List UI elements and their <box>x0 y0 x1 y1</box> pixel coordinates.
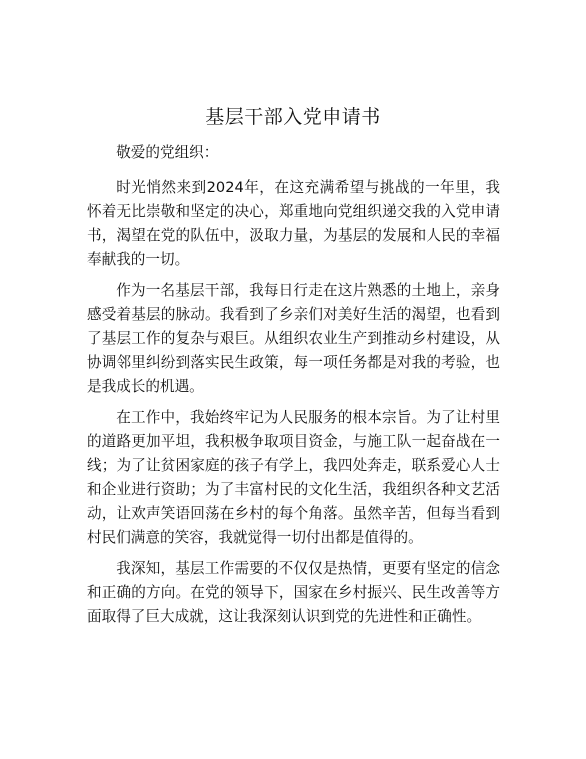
paragraph-1: 时光悄然来到2024年，在这充满希望与挑战的一年里，我怀着无比崇敬和坚定的决心，郑重地向党组织递交我的入党申请书，渴望在党的队伍中，汲取力量，为基层的发展和人民的幸福奉献我的一切。 <box>87 179 500 268</box>
paragraph-2: 作为一名基层干部，我每日行走在这片熟悉的土地上，亲身感受着基层的脉动。我看到了乡亲们对美好生活的渴望，也看到了基层工作的复杂与艰巨。从组织农业生产到推动乡村建设，从协调邻里纠纷到落实民生政策，每一项任务都是对我的考验，也是我成长的机遇。 <box>87 282 500 395</box>
salutation: 敬爱的党组织： <box>116 144 219 161</box>
document-title: 基层干部入党申请书 <box>205 106 381 128</box>
document-body <box>87 141 500 636</box>
paragraph-3: 在工作中，我始终牢记为人民服务的根本宗旨。为了让村里的道路更加平坦，我积极争取项目资金，与施工队一起奋战在一线；为了让贫困家庭的孩子有学上，我四处奔走，联系爱心人士和企业进行资助；为了丰富村民的文化生活，我组织各种文艺活动，让欢声笑语回荡在乡村的每个角落。虽然辛苦，但每当看到村民们满意的笑容，我就觉得一切付出都是值得的。 <box>87 409 500 546</box>
paragraph-4: 我深知，基层工作需要的不仅仅是热情，更要有坚定的信念和正确的方向。在党的领导下，国家在乡村振兴、民生改善等方面取得了巨大成就，这让我深刻认识到党的先进性和正确性。 <box>87 560 500 625</box>
